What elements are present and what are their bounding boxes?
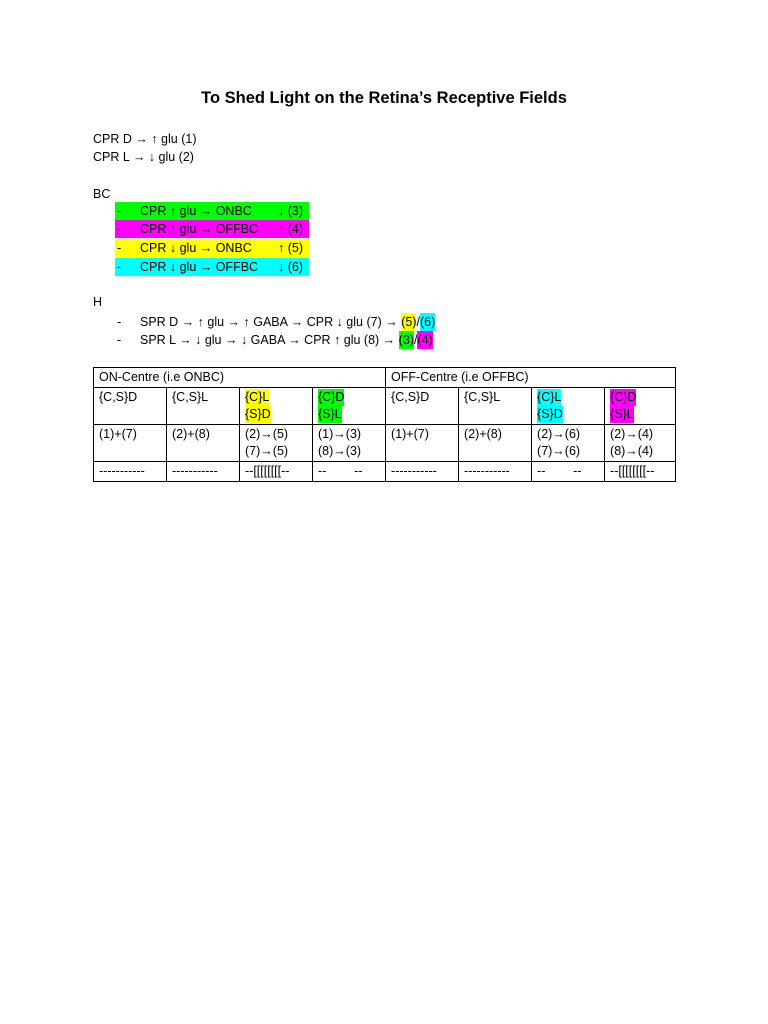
table-cell: --[[[[[[[[-- xyxy=(240,462,313,482)
list-dash: - xyxy=(117,204,122,218)
bc-rule: CPR ↑ glu → ONBC xyxy=(140,204,252,218)
off-centre-header: OFF-Centre (i.e OFFBC) xyxy=(386,368,676,388)
table-row xyxy=(94,462,676,482)
list-dash: - xyxy=(117,315,122,329)
h-rule xyxy=(140,331,433,349)
cpr-dark-line: CPR D → ↑ glu (1) xyxy=(93,132,197,146)
cell-text: (2)→(6) xyxy=(537,427,581,441)
bc-result: ↑ (5) xyxy=(278,241,303,255)
bc-result: ↑ (4) xyxy=(278,222,303,236)
list-dash: - xyxy=(117,222,122,236)
cell-text: {S}L xyxy=(318,407,342,421)
cell-text: {C,S}L xyxy=(464,390,501,404)
bc-result: ↓ (6) xyxy=(278,260,303,274)
table-cell xyxy=(167,388,240,425)
h-rule-text: SPR L → ↓ glu → ↓ GABA → CPR ↑ glu (8) → xyxy=(140,333,396,347)
bc-rule: CPR ↓ glu → OFFBC xyxy=(140,260,259,274)
table-cell: -- -- xyxy=(532,462,605,482)
table-cell xyxy=(240,388,313,425)
table-row xyxy=(94,388,676,425)
cpr-light-line: CPR L → ↓ glu (2) xyxy=(93,150,194,164)
h-label: H xyxy=(93,295,103,309)
bc-rule: CPR ↑ glu → OFFBC xyxy=(140,222,259,236)
receptive-field-table xyxy=(93,367,676,482)
ref-3: (3) xyxy=(398,333,414,347)
list-dash: - xyxy=(117,333,122,347)
table-cell: ----------- xyxy=(167,462,240,482)
on-centre-header: ON-Centre (i.e ONBC) xyxy=(94,368,386,388)
bc-item-onbc-up xyxy=(115,202,309,220)
bc-item-offbc-down xyxy=(115,258,309,276)
ref-4: (4) xyxy=(417,333,433,347)
table-row xyxy=(94,425,676,462)
table-cell xyxy=(94,425,167,462)
cell-text: {C}L xyxy=(245,390,270,404)
cell-text: (1)→(3) xyxy=(318,427,362,441)
cell-text: {C}D xyxy=(318,390,345,404)
table-cell xyxy=(240,425,313,462)
cell-text: {C,S}L xyxy=(172,390,209,404)
cell-text: {S}L xyxy=(610,407,634,421)
table-cell: ----------- xyxy=(459,462,532,482)
ref-separator: / xyxy=(416,315,420,329)
cell-text: {C,S}D xyxy=(99,390,138,404)
cell-text: (2)+(8) xyxy=(464,427,502,441)
list-dash: - xyxy=(117,241,122,255)
table-cell xyxy=(532,388,605,425)
table-cell xyxy=(386,425,459,462)
cell-text: (8)→(3) xyxy=(318,444,362,458)
h-rule-text: SPR D → ↑ glu → ↑ GABA → CPR ↓ glu (7) → xyxy=(140,315,398,329)
list-dash: - xyxy=(117,260,122,274)
cell-text: {C}D xyxy=(610,390,637,404)
bc-label: BC xyxy=(93,187,111,201)
table-cell xyxy=(386,388,459,425)
table-cell xyxy=(605,425,676,462)
table-row xyxy=(94,368,676,388)
ref-separator: / xyxy=(413,333,418,347)
ref-6: (6) xyxy=(419,315,436,329)
bc-item-offbc-up xyxy=(115,220,309,238)
table-cell xyxy=(94,388,167,425)
table-cell xyxy=(532,425,605,462)
cell-text: {S}D xyxy=(537,407,563,421)
h-rule xyxy=(140,313,435,331)
table-cell xyxy=(605,388,676,425)
ref-5: (5) xyxy=(401,315,417,329)
cell-text: (2)→(4) xyxy=(610,427,654,441)
cell-text: (2)+(8) xyxy=(172,427,210,441)
bc-rule: CPR ↓ glu → ONBC xyxy=(140,241,252,255)
table-cell xyxy=(459,425,532,462)
table-cell: ----------- xyxy=(94,462,167,482)
table-cell xyxy=(313,388,386,425)
page-title: To Shed Light on the Retina’s Receptive Fields xyxy=(201,89,567,107)
cell-text: (1)+(7) xyxy=(391,427,429,441)
cell-text: (8)→(4) xyxy=(610,444,654,458)
cell-text: {C}L xyxy=(537,390,562,404)
table-cell: --[[[[[[[[-- xyxy=(605,462,676,482)
bc-item-onbc-down xyxy=(115,239,309,257)
bc-result: ↓ (3) xyxy=(278,204,303,218)
table-cell: -- -- xyxy=(313,462,386,482)
table-cell: ----------- xyxy=(386,462,459,482)
cell-text: (7)→(6) xyxy=(537,444,581,458)
table-cell xyxy=(459,388,532,425)
table-cell xyxy=(167,425,240,462)
cell-text: (7)→(5) xyxy=(245,444,289,458)
table-cell xyxy=(313,425,386,462)
cell-text: (2)→(5) xyxy=(245,427,289,441)
cell-text: {C,S}D xyxy=(391,390,430,404)
cell-text: {S}D xyxy=(245,407,271,421)
cell-text: (1)+(7) xyxy=(99,427,137,441)
